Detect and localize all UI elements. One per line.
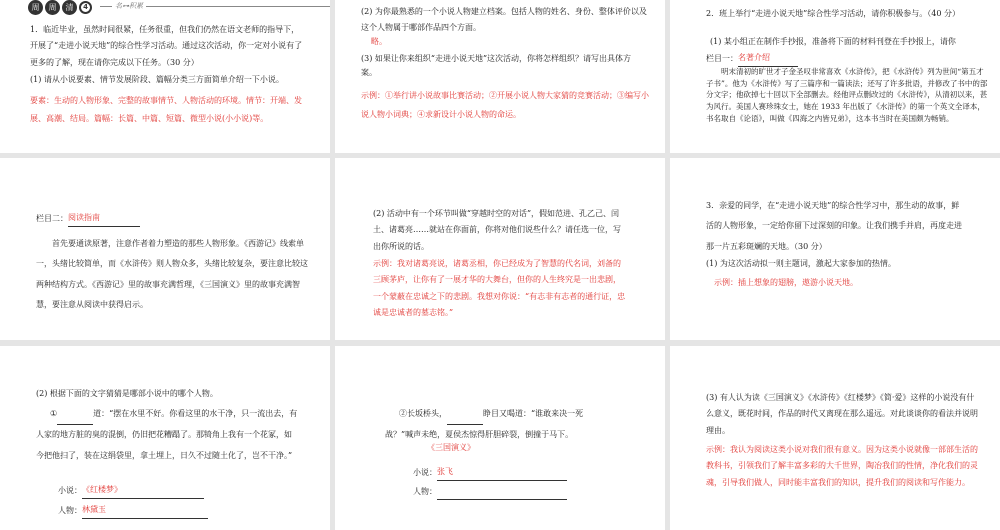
- passage-2-blank: [447, 424, 483, 425]
- material-text: 明末清初的旷世才子金圣叹非常喜欢《水浒传》，把《水浒传》列为世间“第五才子书”。他为《水浒传》写了三篇序和一篇读法；还写了许多批语，并修改了书中的部分文字；他砍掉七十回以下全部删去。经他评点删改过的《水浒传》，从清初以来，甚为风行。美国人赛珍珠女士，她在 1933 年出版了《水浒传》的第一个英文全译本，书名取自《论语》，叫做《四海之内皆兄弟》，这本书当时在美国颇为畅销。: [706, 67, 988, 123]
- passage-1-text: 道：“摆在水里不好。你看这里的水干净，只一流出去，有人家的地方脏的臭的混倒，仍旧把花糟蹋了。那犄角上我有一个花冢，如今把他扫了，装在这绢袋里，拿土埋上，日久不过随土化了，岂不干净。”: [36, 409, 298, 460]
- badge-char-2: 周: [45, 0, 60, 15]
- novel-label-1: 小说：: [58, 486, 82, 495]
- slide-1: [0, 0, 330, 153]
- slide-7: [0, 346, 330, 530]
- question-3: 3．亲爱的同学，在“走进小说天地”的综合性学习中，那生动的故事，鲜活的人物形象，一定给你留下过深刻的印象。让我们携手并肩，再度走进那一片五彩斑斓的天地。（30 分）: [706, 201, 962, 251]
- passage-2-fill-answer: 《三国演义》: [427, 443, 475, 452]
- slide-4: [0, 158, 330, 340]
- question-2-1: (1) 某小组正在制作手抄报，准备将下面的材料刊登在手抄报上，请你: [710, 37, 956, 46]
- passage-2-number: ②: [399, 409, 407, 418]
- reading-guide-text: 首先要通读原著，注意作者着力塑造的那些人物形象。《西游记》线索单一，头绪比较简单，而《水浒传》则人物众多，头绪比较复杂，要注意比较这两种结构方式。《西游记》里的故事充满哲理，《三国演义》里的故事充满智慧，要注意从阅读中获得启示。: [36, 239, 308, 310]
- question-3-1: (1) 为这次活动拟一则主题词，激起大家参加的热情。: [706, 259, 896, 268]
- answer-1-2: 略。: [371, 37, 387, 46]
- column-2-answer: 阅读指南: [68, 210, 140, 227]
- answer-1-1: 要素：生动的人物形象、完整的故事情节、人物活动的环境。情节：开端、发展、高潮、结局。篇幅：长篇、中篇、短篇、微型小说(小小说)等。: [30, 96, 302, 124]
- novel-answer-1: 《红楼梦》: [82, 482, 204, 499]
- question-3-2: (2) 根据下面的文字猜猜是哪部小说中的哪个人物。: [36, 389, 218, 398]
- column-2-label: [36, 210, 140, 227]
- question-1: 1．临近毕业，虽然时间很紧，任务很重，但我们仍然在语文老师的指导下，开展了“走进小说天地”的综合性学习活动。通过这次活动，你一定对小说有了更多的了解，现在请你完成以下任务。（30 分）: [30, 25, 303, 67]
- passage-1: [36, 404, 298, 466]
- person-row-2: [413, 484, 567, 500]
- question-1-1: (1) 请从小说要素、情节发展阶段、篇幅分类三方面简单介绍一下小说。: [30, 75, 284, 84]
- person-label-2: 人物：: [413, 487, 437, 496]
- answer-2-2: 示例：我对诸葛亮说，诸葛丞相，你已经成为了智慧的代名词，刘备的三顾茅庐，让你有了一展才华的大舞台，但你的人生终究是一出悲剧，一个蒙蔽在忠诚之下的悲剧。我想对你说：“有志非有志者的通行证，忠诚是忠诚者的墓志铭。”: [373, 259, 626, 318]
- column-1-answer: 名著介绍: [738, 50, 798, 67]
- novel-row-2: [413, 464, 567, 481]
- answer-3-1: 示例：插上想象的翅膀，遨游小说天地。: [714, 278, 858, 287]
- slide-9: [670, 346, 1000, 530]
- novel-row-1: [58, 482, 204, 499]
- person-answer-1: 林黛玉: [82, 502, 208, 519]
- passage-2-text: 睁目又喝道：“谁敢来决一死战？”喊声未绝，夏侯杰惊得肝胆碎裂，倒撞于马下。: [385, 409, 584, 439]
- passage-1-blank: [57, 424, 93, 425]
- column-1-label: [706, 50, 798, 67]
- person-row-1: [58, 502, 208, 519]
- slide-8: [335, 346, 665, 530]
- badge-number: 4: [79, 1, 92, 14]
- question-1-3: (3) 如果让你来组织“走进小说天地”这次活动，你将怎样组织？请写出具体方案。: [361, 54, 632, 77]
- novel-answer-2: 张飞: [437, 464, 567, 481]
- slide-3: [670, 0, 1000, 153]
- question-2: 2．班上举行“走进小说天地”综合性学习活动，请你积极参与。（40 分）: [706, 9, 960, 18]
- passage-2: [385, 404, 611, 446]
- header-badge: [28, 0, 92, 15]
- badge-char-3: 清: [62, 0, 77, 15]
- answer-3-3: 示例：我认为阅读这类小说对我们很有意义。因为这类小说就像一部部生活的教科书，引领我们了解丰富多彩的大千世界，陶冶我们的性情，净化我们的灵魂，引导我们做人，同时能丰富我们的知识，提升我们的阅读和写作能力。: [706, 445, 978, 487]
- column-2-title: 栏目二：: [36, 214, 68, 223]
- passage-1-number: ①: [50, 409, 58, 418]
- question-1-2: (2) 为你最熟悉的一个小说人物建立档案。包括人物的姓名、身份、整体评价以及这个人物属于哪部作品四个方面。: [361, 7, 647, 33]
- person-label-1: 人物：: [58, 506, 82, 515]
- column-1-title: 栏目一：: [706, 54, 738, 63]
- answer-1-3: 示例：①举行讲小说故事比赛活动；②开展小说人物大家猜的竞赛活动；③编写小说人物小词典；④求新设计小说人物的命运。: [361, 91, 649, 120]
- person-answer-2: [437, 486, 567, 500]
- slide-2: [335, 0, 665, 153]
- slide-6: [670, 158, 1000, 340]
- question-2-2: (2) 活动中有一个环节叫做“穿越时空的对话”，假如范进、孔乙己、闰土、诸葛亮……就站在你面前，你将对他们说些什么？请任选一位，写出你所说的话。: [373, 209, 621, 251]
- novel-label-2: 小说：: [413, 468, 437, 477]
- question-3-3: (3) 有人认为读《三国演义》《水浒传》《红楼梦》《简·爱》这样的小说没有什么意义，既花时间，作品的时代又离现在那么遥远。对此谈谈你的看法并说明理由。: [706, 393, 978, 435]
- slide-5: [335, 158, 665, 340]
- passage-2-pre: 长坂桥头，: [407, 409, 447, 418]
- header-decoration: 名⊶积累: [112, 0, 146, 12]
- badge-char-1: 周: [28, 0, 43, 15]
